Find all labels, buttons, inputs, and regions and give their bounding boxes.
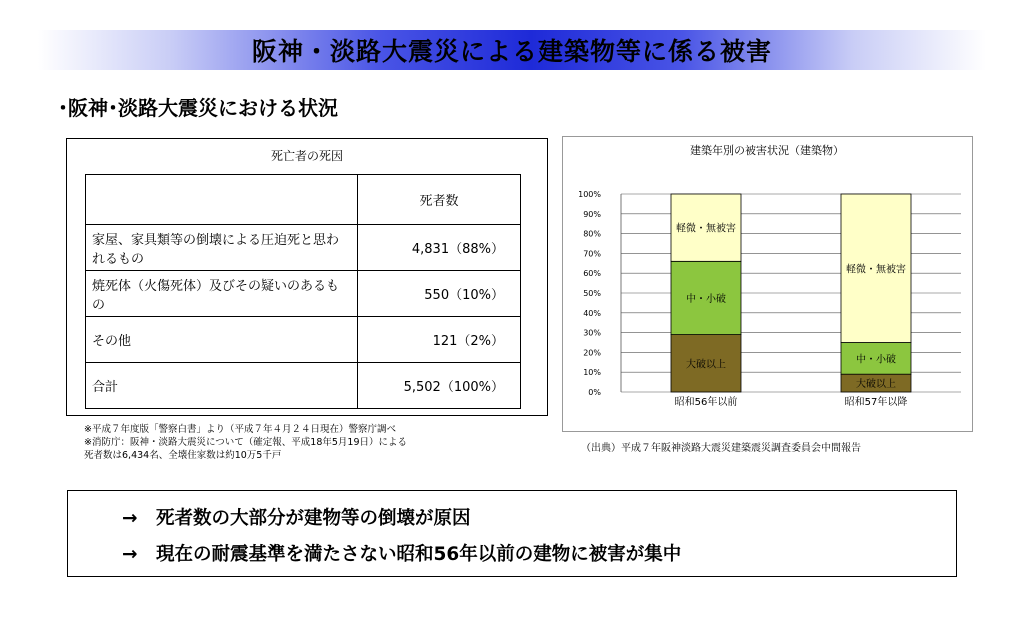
conclusion-text: 死者数の大部分が建物等の倒壊が原因 — [156, 508, 471, 529]
count-cell: 121（2%） — [358, 317, 521, 363]
table-header-row — [86, 175, 521, 225]
arrow-icon: → — [122, 508, 138, 529]
y-tick-label: 20% — [583, 348, 601, 358]
title-bar — [38, 30, 986, 70]
cause-cell: 焼死体（火傷死体）及びその疑いのあるもの — [86, 271, 358, 317]
count-cell: 550（10%） — [358, 271, 521, 317]
y-tick-label: 60% — [583, 269, 601, 279]
header-death-count: 死者数 — [358, 175, 521, 225]
y-tick-label: 50% — [583, 289, 601, 298]
segment-label: 軽微・無被害 — [846, 264, 906, 276]
cause-cell: その他 — [86, 317, 358, 363]
table-row — [86, 317, 521, 363]
table-row — [86, 271, 521, 317]
conclusion-text: 現在の耐震基準を満たさない昭和56年以前の建物に被害が集中 — [156, 544, 682, 565]
x-category-label: 昭和57年以降 — [844, 397, 908, 408]
chart-source: （出典）平成７年阪神淡路大震災建築震災調査委員会中間報告 — [581, 443, 861, 454]
y-tick-label: 40% — [583, 308, 601, 318]
x-category-label: 昭和56年以前 — [674, 397, 738, 408]
note-line: 死者数は6,434名、全壊住家数は約10万5千戸 — [84, 450, 282, 461]
page-title: 阪神・淡路大震災による建築物等に係る被害 — [251, 37, 772, 66]
count-cell: 4,831（88%） — [358, 225, 521, 271]
table-caption: 死亡者の死因 — [270, 149, 343, 163]
segment-label: 大破以上 — [686, 359, 726, 371]
segment-label: 中・小破 — [856, 354, 896, 366]
note-line: ※平成７年度版「警察白書」より（平成７年４月２４日現在）警察庁調べ — [84, 424, 396, 435]
segment-label: 大破以上 — [856, 379, 896, 391]
conclusion-line — [122, 540, 681, 566]
y-tick-label: 30% — [583, 328, 601, 338]
section-subtitle: ･阪神･淡路大震災における状況 — [58, 96, 338, 120]
header-blank-cell — [86, 175, 358, 225]
segment-label: 軽微・無被害 — [676, 223, 736, 235]
y-tick-label: 10% — [583, 368, 601, 378]
conclusion-box — [67, 490, 957, 577]
stacked-bar-chart — [563, 137, 972, 431]
note-line: ※消防庁：阪神・淡路大震災について（確定報、平成18年5月19日）による — [84, 437, 407, 448]
segment-label: 中・小破 — [686, 293, 726, 305]
chart-panel — [562, 136, 973, 432]
cause-cell: 家屋、家具類等の倒壊による圧迫死と思われるもの — [86, 225, 358, 271]
deaths-table-panel — [66, 138, 548, 416]
cause-cell: 合計 — [86, 363, 358, 409]
table-row — [86, 225, 521, 271]
y-tick-label: 70% — [583, 249, 601, 259]
y-tick-label: 0% — [588, 388, 601, 397]
arrow-icon: → — [122, 544, 138, 565]
conclusion-line — [122, 504, 471, 530]
chart-title: 建築年別の被害状況（建築物） — [690, 144, 844, 157]
y-tick-label: 100% — [578, 190, 601, 199]
deaths-table — [85, 174, 521, 409]
table-row-total — [86, 363, 521, 409]
count-cell: 5,502（100%） — [358, 363, 521, 409]
y-tick-label: 90% — [583, 209, 601, 219]
y-tick-label: 80% — [583, 229, 601, 239]
